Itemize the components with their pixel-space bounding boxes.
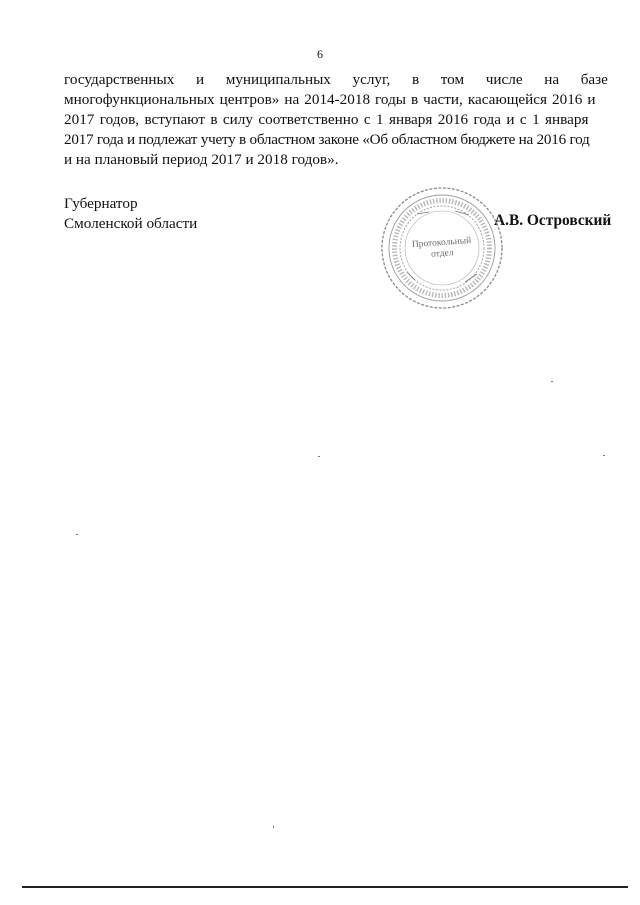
scan-speck [318,456,320,457]
signatory-name: А.В. Островский [494,212,612,229]
signatory-title-line-1: Губернатор [64,195,138,212]
page-number: 6 [317,47,323,61]
signatory-title [64,194,197,234]
body-line-1 [64,70,608,90]
signatory-title-line-2: Смоленской области [64,215,198,232]
body-line-3: 2017 годов, вступают в силу соответственно с 1 января 2016 года и с 1 января [64,111,589,128]
body-word: государственных [64,71,175,88]
body-word: муниципальных [225,71,331,88]
document-body-paragraph [64,70,608,170]
body-word: и [195,71,205,88]
scan-speck [76,534,78,535]
body-word: на [544,71,560,88]
scan-speck [603,455,605,456]
footer-rule [22,886,628,888]
body-line-4: 2017 года и подлежат учету в областном законе «Об областном бюджете на 2016 год [64,131,590,148]
stamp-inner-line-1: Протокольный [411,235,472,251]
scan-speck [551,381,553,382]
scan-speck [273,826,274,828]
body-word: том [440,71,465,88]
body-line-5: и на плановый период 2017 и 2018 годов». [64,151,339,168]
body-word: в [411,71,420,88]
body-word: числе [485,71,523,88]
body-word: базе [580,71,608,88]
body-line-2: многофункциональных центров» на 2014-2018 годы в части, касающейся 2016 и [64,91,596,108]
body-word: услуг, [352,71,391,88]
stamp-inner-line-2: отдел [430,248,454,260]
